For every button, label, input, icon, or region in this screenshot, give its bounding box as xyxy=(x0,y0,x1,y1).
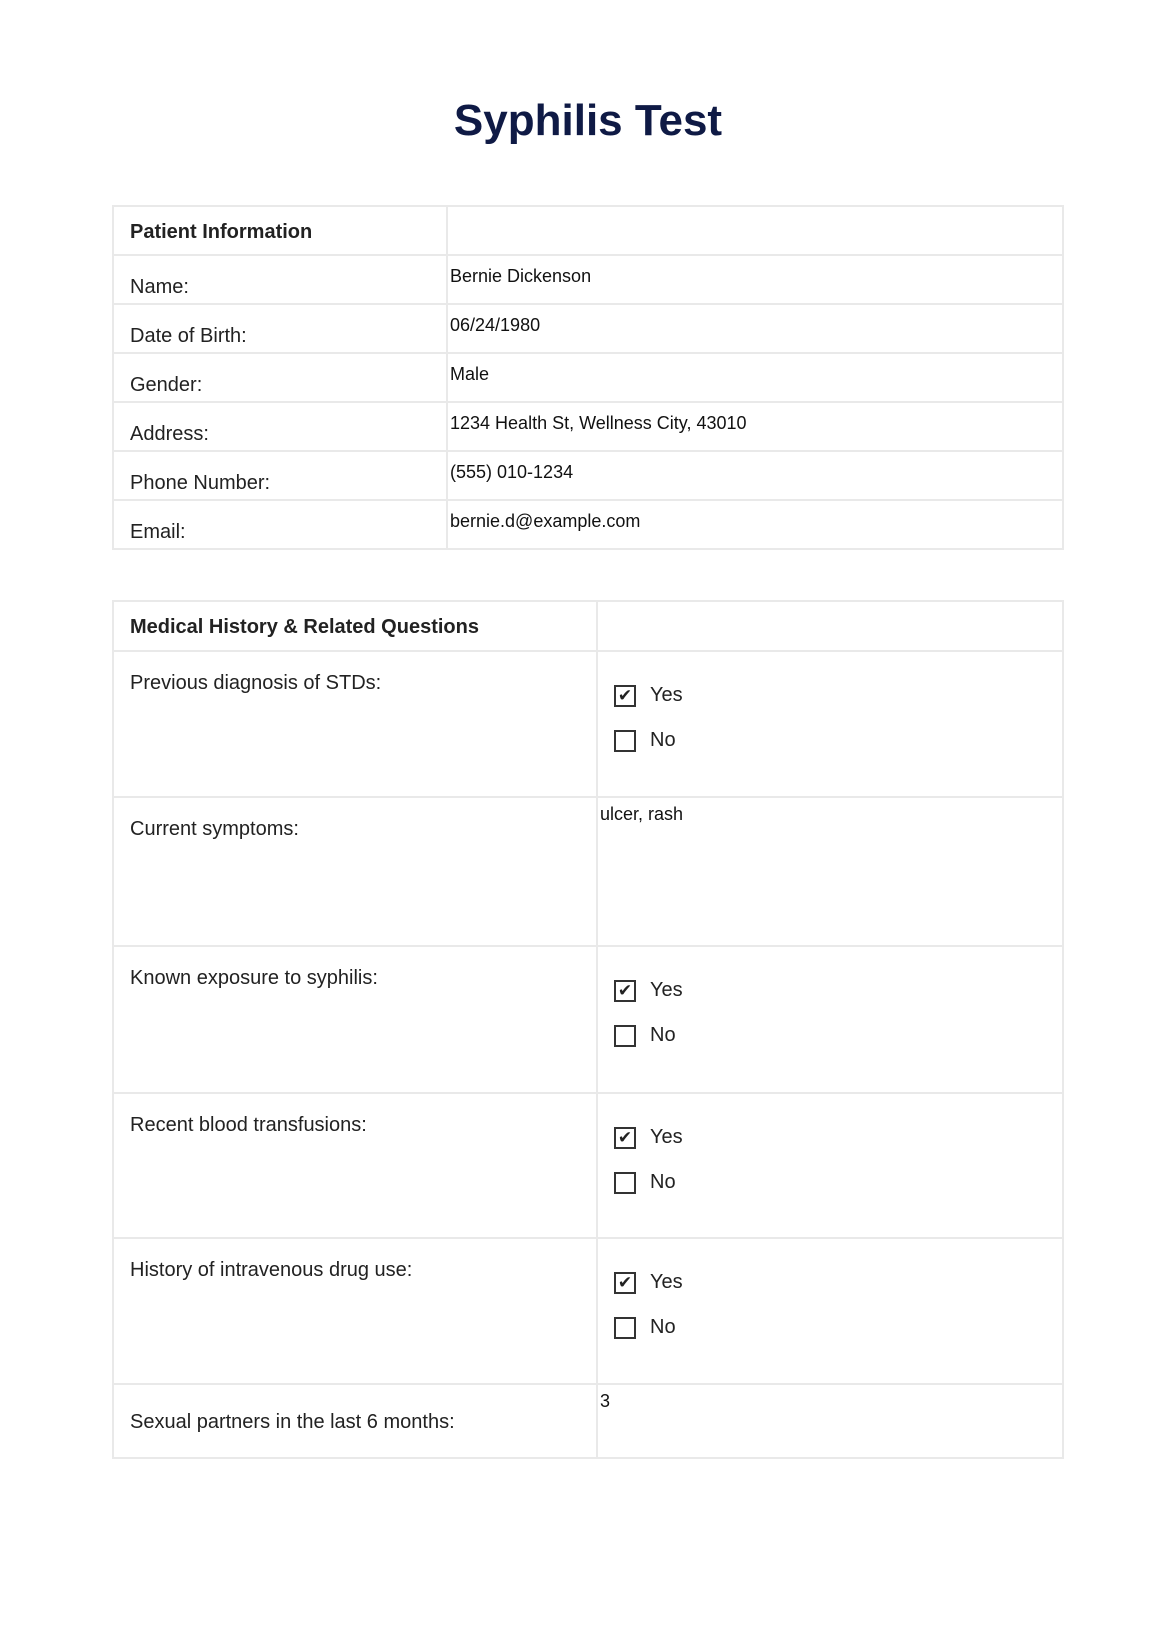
page-title: Syphilis Test xyxy=(453,96,723,145)
checkbox-empty-icon[interactable] xyxy=(614,1172,636,1194)
std-no-option[interactable]: No xyxy=(614,729,1062,752)
q-std-label: Previous diagnosis of STDs: xyxy=(113,651,597,797)
gender-value[interactable]: Male xyxy=(447,353,1063,402)
transfusion-no-option[interactable]: No xyxy=(614,1171,1062,1194)
name-value[interactable]: Bernie Dickenson xyxy=(447,255,1063,304)
q-exposure-label: Known exposure to syphilis: xyxy=(113,946,597,1093)
checkbox-empty-icon[interactable] xyxy=(614,1317,636,1339)
patient-information-table xyxy=(112,205,1064,550)
checkbox-checked-icon[interactable]: ✔ xyxy=(614,1127,636,1149)
partners-value[interactable]: 3 xyxy=(597,1384,1063,1458)
symptoms-value[interactable]: ulcer, rash xyxy=(597,797,1063,946)
q-iv-drug-label: History of intravenous drug use: xyxy=(113,1238,597,1384)
gender-label: Gender: xyxy=(113,353,447,402)
checkbox-empty-icon[interactable] xyxy=(614,1025,636,1047)
medical-history-header: Medical History & Related Questions xyxy=(113,601,597,651)
checkbox-empty-icon[interactable] xyxy=(614,730,636,752)
dob-value[interactable]: 06/24/1980 xyxy=(447,304,1063,353)
iv-drug-yes-option[interactable]: ✔ Yes xyxy=(614,1271,1062,1294)
phone-value[interactable]: (555) 010-1234 xyxy=(447,451,1063,500)
checkbox-checked-icon[interactable]: ✔ xyxy=(614,1272,636,1294)
name-label: Name: xyxy=(113,255,447,304)
transfusion-yes-option[interactable]: ✔ Yes xyxy=(614,1126,1062,1149)
patient-info-header: Patient Information xyxy=(113,206,447,255)
std-yes-option[interactable]: ✔ Yes xyxy=(614,684,1062,707)
q-symptoms-label: Current symptoms: xyxy=(113,797,597,946)
exposure-yes-option[interactable]: ✔ Yes xyxy=(614,979,1062,1002)
email-value[interactable]: bernie.d@example.com xyxy=(447,500,1063,549)
iv-drug-no-option[interactable]: No xyxy=(614,1316,1062,1339)
email-label: Email: xyxy=(113,500,447,549)
checkbox-checked-icon[interactable]: ✔ xyxy=(614,980,636,1002)
q-partners-label: Sexual partners in the last 6 months: xyxy=(113,1384,597,1458)
address-label: Address: xyxy=(113,402,447,451)
phone-label: Phone Number: xyxy=(113,451,447,500)
checkbox-checked-icon[interactable]: ✔ xyxy=(614,685,636,707)
address-value[interactable]: 1234 Health St, Wellness City, 43010 xyxy=(447,402,1063,451)
q-transfusion-label: Recent blood transfusions: xyxy=(113,1093,597,1238)
dob-label: Date of Birth: xyxy=(113,304,447,353)
exposure-no-option[interactable]: No xyxy=(614,1024,1062,1047)
medical-history-table xyxy=(112,600,1064,1459)
